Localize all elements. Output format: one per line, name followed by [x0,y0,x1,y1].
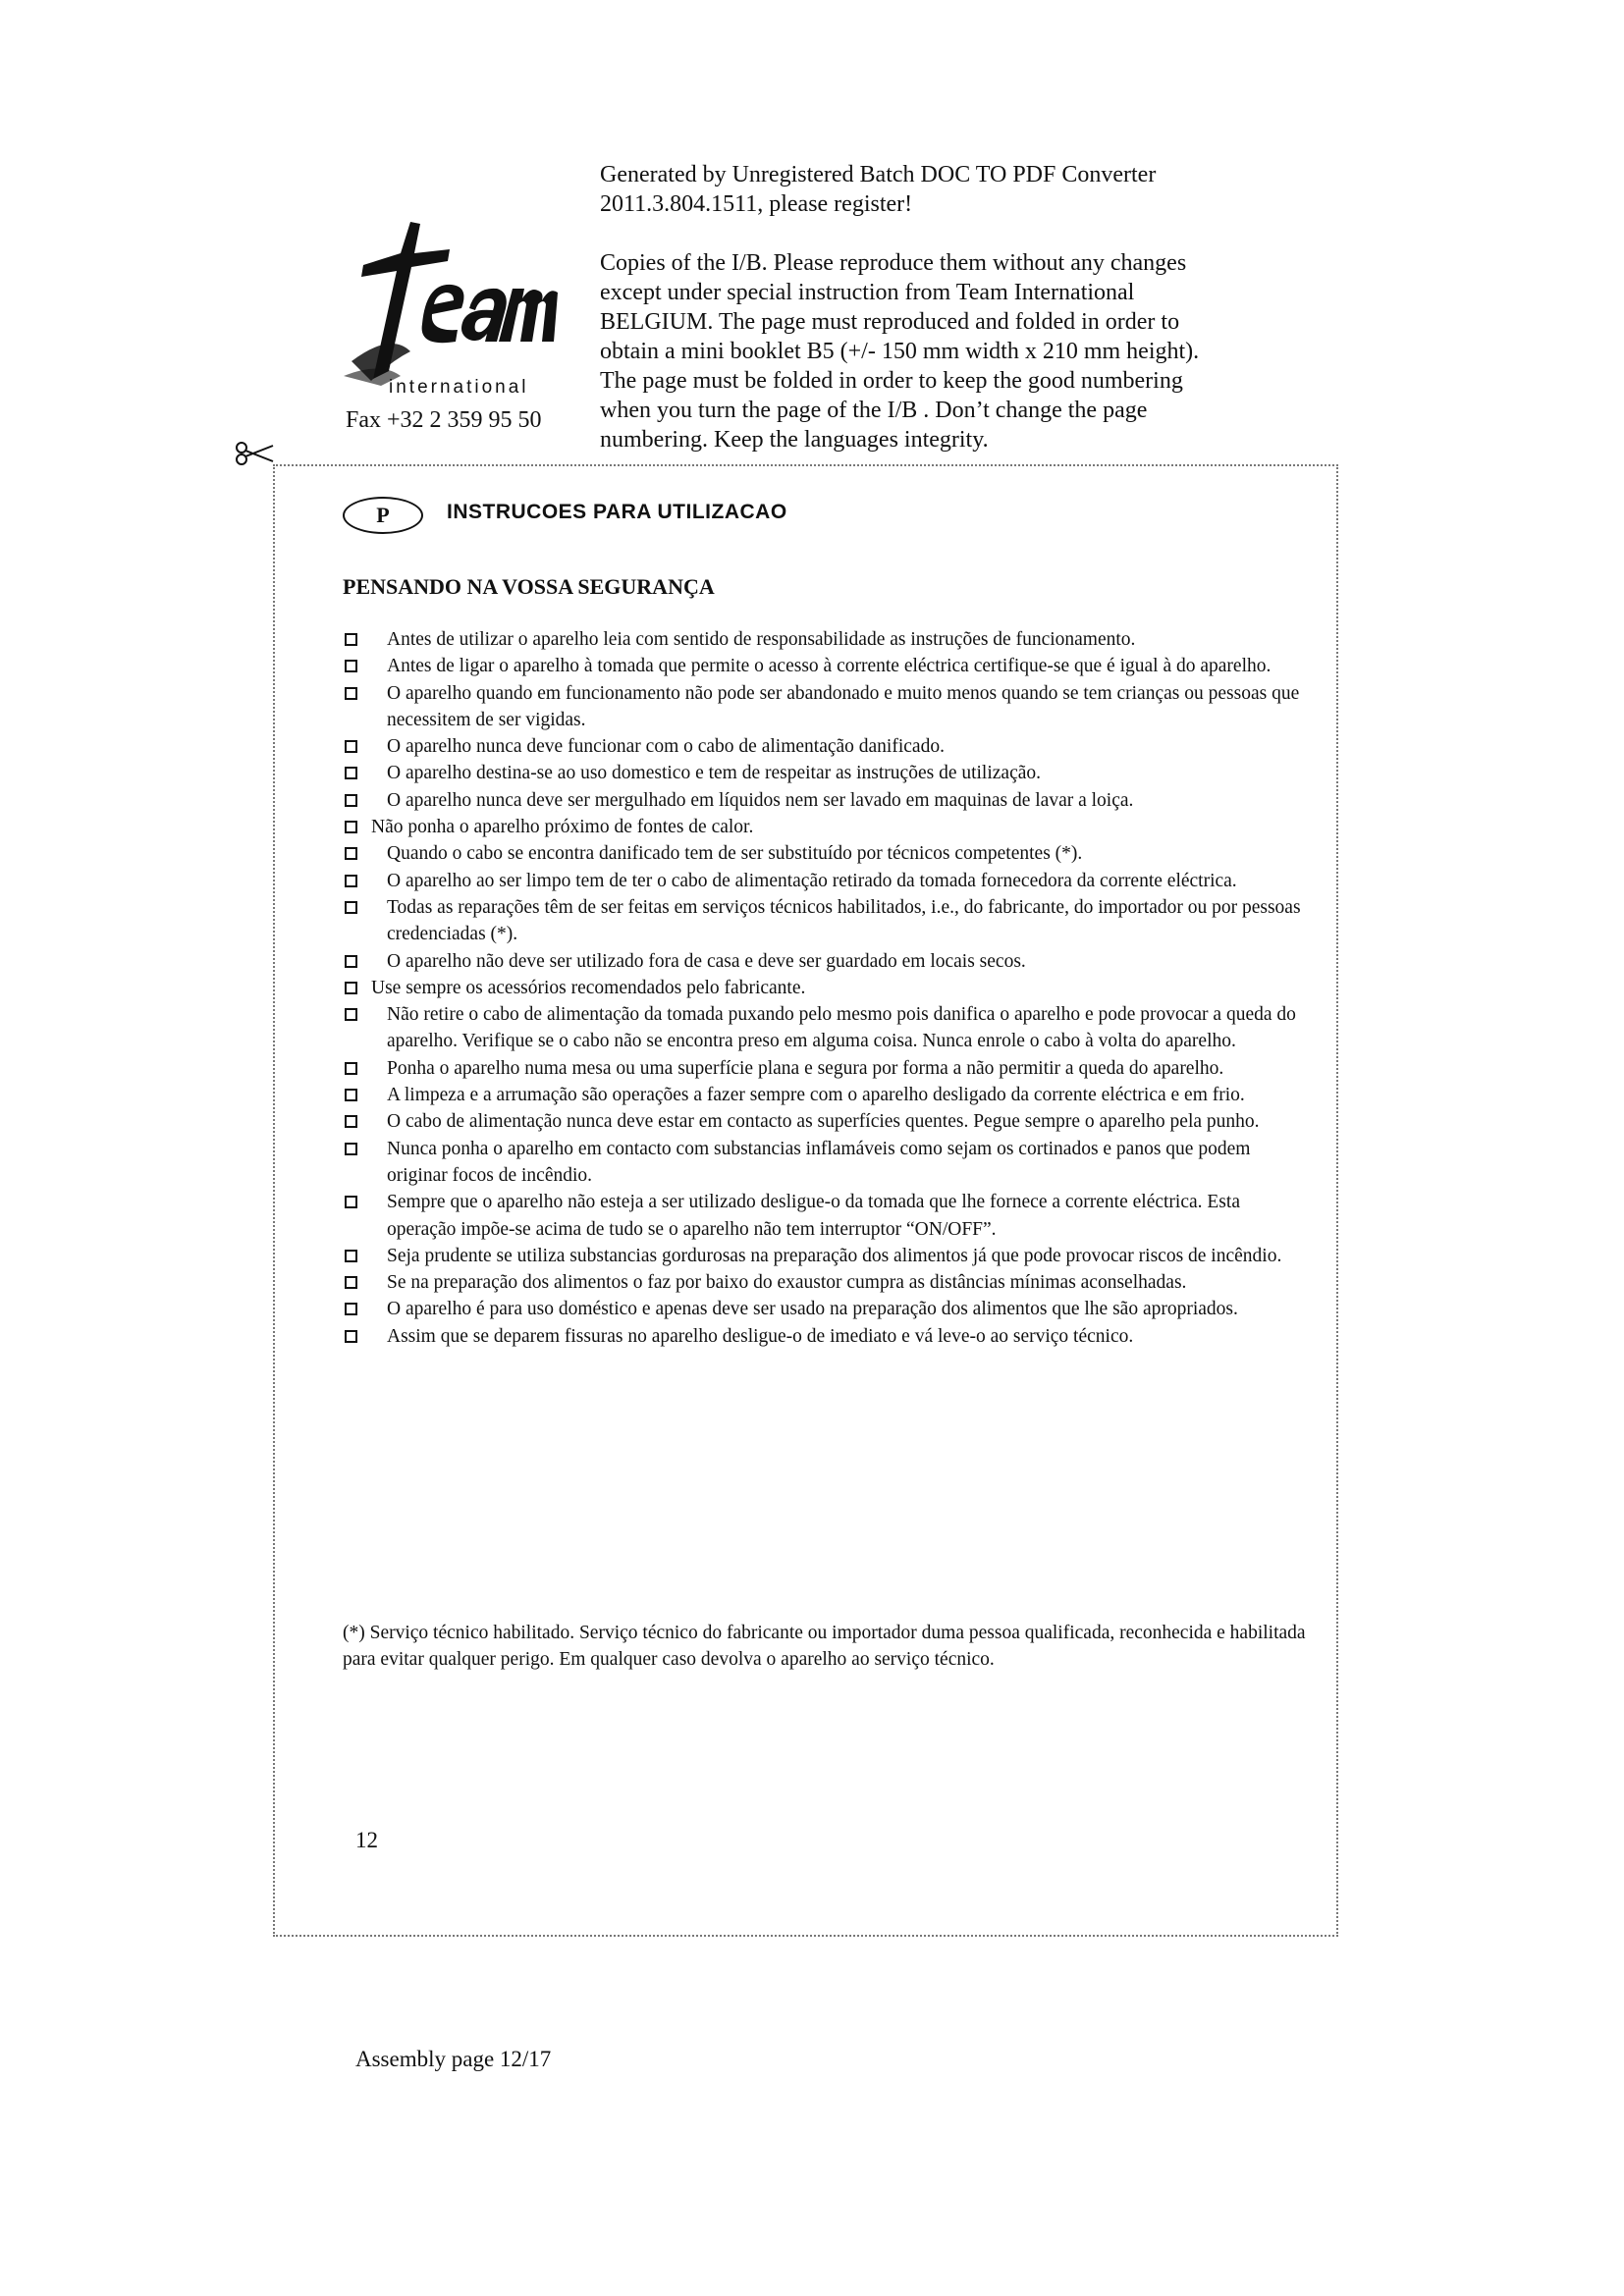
instruction-text: Não retire o cabo de alimentação da tomada puxando pelo mesmo pois danifica o aparelho e pode provocar a queda do aparelho. Verifique se o cabo não se encontra preso em alguma coisa. Nunca enrole o cabo à volta do aparelho. [387,1004,1296,1052]
list-item [343,840,1310,867]
checkbox-icon [345,955,357,968]
scissors-icon [234,440,275,467]
checkbox-icon [345,794,357,807]
instruction-text: O aparelho nunca deve ser mergulhado em líquidos nem ser lavado em maquinas de lavar a loiça. [387,789,1134,811]
list-item [343,1001,1310,1055]
instruction-text: O aparelho quando em funcionamento não pode ser abandonado e muito menos quando se tem crianças ou pessoas que necessitem de ser vigidas. [387,682,1300,730]
service-footnote: (*) Serviço técnico habilitado. Serviço técnico do fabricante ou importador duma pessoa qualificada, reconhecida e habilitada para evitar qualquer perigo. Em qualquer caso devolva o aparelho ao serviço técnico. [343,1623,1306,1670]
safety-instructions-list [343,626,1310,1350]
list-item [343,975,1310,1001]
list-item [343,760,1310,786]
checkbox-icon [345,1303,357,1315]
instruction-text: O aparelho ao ser limpo tem de ter o cabo de alimentação retirado da tomada fornecedora da corrente eléctrica. [387,870,1237,891]
list-item [343,787,1310,814]
instruction-text: O aparelho não deve ser utilizado fora de casa e deve ser guardado em locais secos. [387,950,1026,972]
list-item [343,1243,1310,1269]
list-item [343,680,1310,734]
checkbox-icon [345,1143,357,1155]
checkbox-icon [345,821,357,833]
fax-number: Fax +32 2 359 95 50 [346,407,542,433]
list-item [343,733,1310,760]
checkbox-icon [345,1062,357,1075]
list-item [343,1055,1310,1082]
checkbox-icon [345,1196,357,1208]
checkbox-icon [345,901,357,914]
safety-heading: PENSANDO NA VOSSA SEGURANÇA [343,574,715,599]
instruction-text: O cabo de alimentação nunca deve estar em contacto as superfícies quentes. Pegue sempre o aparelho pela punho. [387,1111,1260,1133]
list-item [343,1108,1310,1135]
list-item [343,653,1310,679]
list-item [343,1189,1310,1243]
checkbox-icon [345,633,357,646]
list-item [343,1269,1310,1296]
checkbox-icon [345,1330,357,1343]
instruction-text: Todas as reparações têm de ser feitas em serviços técnicos habilitados, i.e., do fabricante, do importador ou por pessoas credenciadas (*). [387,896,1301,945]
list-item [343,1136,1310,1190]
instruction-text: Antes de utilizar o aparelho leia com sentido de responsabilidade as instruções de funcionamento. [387,629,1136,650]
instruction-text: Assim que se deparem fissuras no aparelho desligue-o de imediato e vá leve-o ao serviço técnico. [387,1325,1134,1347]
list-item [343,1323,1310,1350]
checkbox-icon [345,1250,357,1262]
copies-note-line: obtain a mini booklet B5 (+/- 150 mm width x 210 mm height). [600,339,1200,364]
language-badge: P [343,497,423,534]
checkbox-icon [345,1276,357,1289]
checkbox-icon [345,660,357,672]
team-international-logo [332,214,558,400]
checkbox-icon [345,1089,357,1101]
generated-line: 2011.3.804.1511, please register! [600,191,913,217]
checkbox-icon [345,847,357,860]
list-item [343,894,1310,948]
instruction-text: Sempre que o aparelho não esteja a ser utilizado desligue-o da tomada que lhe fornece a corrente eléctrica. Esta operação impõe-se acima de tudo se o aparelho não tem interruptor “ON/OFF”. [387,1192,1240,1240]
list-item [343,1296,1310,1322]
instruction-text: Não ponha o aparelho próximo de fontes de calor. [371,817,754,838]
instruction-text: Use sempre os acessórios recomendados pelo fabricante. [371,977,806,998]
instruction-text: Antes de ligar o aparelho à tomada que permite o acesso à corrente eléctrica certifique-se que é igual à do aparelho. [387,656,1272,677]
instruction-text: Nunca ponha o aparelho em contacto com substancias inflamáveis como sejam os cortinados e panos que podem originar focos de incêndio. [387,1138,1251,1186]
copies-note-line: numbering. Keep the languages integrity. [600,427,989,453]
reproduction-notice [600,160,1287,454]
instruction-text: Ponha o aparelho numa mesa ou uma superfície plana e segura por forma a não permitir a queda do aparelho. [387,1057,1224,1079]
assembly-page-label: Assembly page 12/17 [355,2047,552,2071]
copies-note-line: BELGIUM. The page must reproduced and folded in order to [600,309,1180,335]
checkbox-icon [345,740,357,753]
copies-note-line: when you turn the page of the I/B . Don’t change the page [600,398,1148,423]
logo-graphic [332,214,558,400]
svg-text:international: international [389,377,529,398]
instruction-text: O aparelho nunca deve funcionar com o cabo de alimentação danificado. [387,736,945,758]
copies-note-line: The page must be folded in order to keep the good numbering [600,368,1183,394]
section-title: INSTRUCOES PARA UTILIZACAO [447,501,787,523]
copies-note-line: except under special instruction from Team International [600,280,1135,305]
generated-line: Generated by Unregistered Batch DOC TO PDF Converter [600,162,1157,187]
list-item [343,948,1310,975]
instruction-text: O aparelho é para uso doméstico e apenas deve ser usado na preparação dos alimentos que lhe são apropriados. [387,1299,1238,1320]
checkbox-icon [345,982,357,994]
list-item [343,814,1310,840]
list-item [343,868,1310,894]
instruction-text: O aparelho destina-se ao uso domestico e tem de respeitar as instruções de utilização. [387,763,1042,784]
page-number: 12 [355,1828,378,1852]
checkbox-icon [345,767,357,779]
checkbox-icon [345,687,357,700]
checkbox-icon [345,875,357,887]
instruction-text: A limpeza e a arrumação são operações a fazer sempre com o aparelho desligado da corrente eléctrica e em frio. [387,1085,1245,1106]
checkbox-icon [345,1008,357,1021]
copies-note-line: Copies of the I/B. Please reproduce them without any changes [600,250,1187,276]
list-item [343,626,1310,653]
instruction-text: Quando o cabo se encontra danificado tem de ser substituído por técnicos competentes (*). [387,843,1083,865]
instruction-text: Seja prudente se utiliza substancias gordurosas na preparação dos alimentos já que pode provocar riscos de incêndio. [387,1245,1282,1266]
checkbox-icon [345,1115,357,1128]
instruction-text: Se na preparação dos alimentos o faz por baixo do exaustor cumpra as distâncias mínimas aconselhadas. [387,1272,1187,1294]
list-item [343,1082,1310,1108]
